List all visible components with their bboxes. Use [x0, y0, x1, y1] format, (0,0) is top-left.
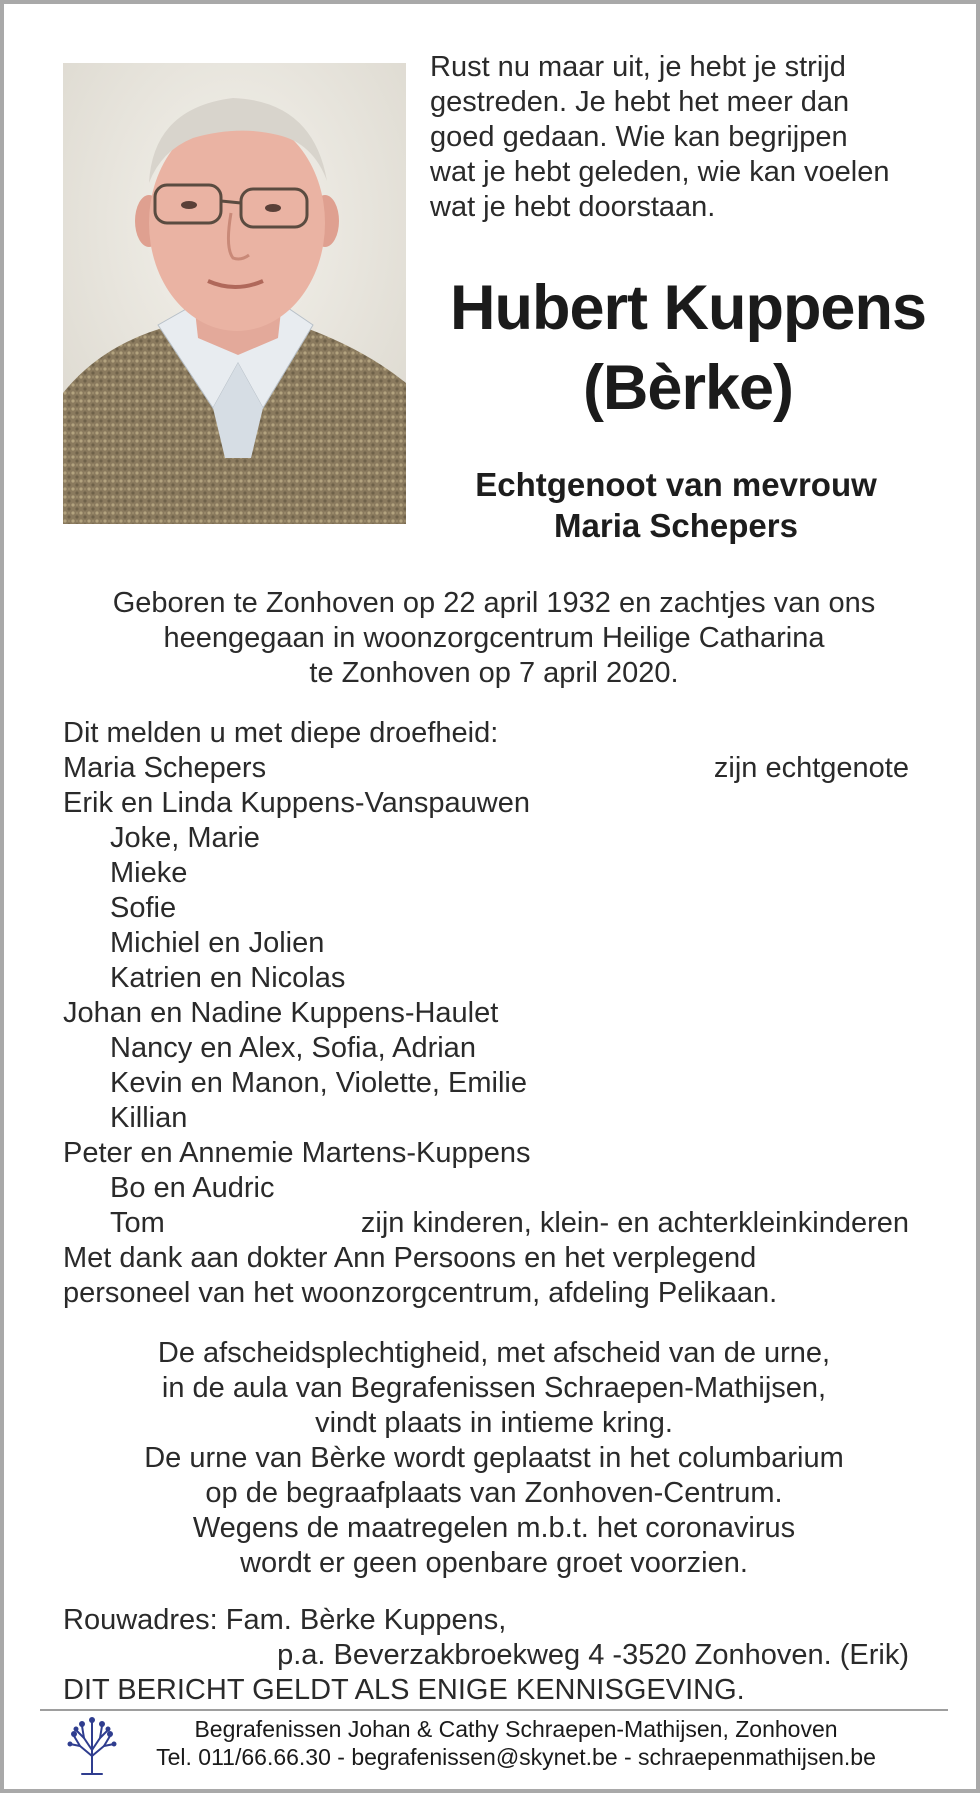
family-member: Peter en Annemie Martens-Kuppens — [63, 1137, 531, 1169]
deceased-name: Hubert Kuppens — [449, 273, 926, 343]
family-member: Bo en Audric — [110, 1172, 275, 1204]
family-member: Maria Schepers — [63, 752, 267, 784]
birth-death-line: Geboren te Zonhoven op 22 april 1932 en zachtjes van ons — [112, 587, 876, 619]
spouse-line: Echtgenoot van mevrouw — [475, 466, 877, 503]
announcement-intro: Dit melden u met diepe droefheid: — [63, 717, 499, 749]
ceremony-line: op de begraafplaats van Zonhoven-Centrum. — [205, 1477, 783, 1509]
family-member: Tom — [110, 1207, 165, 1239]
ceremony-line: De urne van Bèrke wordt geplaatst in het columbarium — [144, 1442, 844, 1474]
poem-line: Rust nu maar uit, je hebt je strijd — [430, 51, 846, 83]
birth-death-line: heengegaan in woonzorgcentrum Heilige Catharina — [163, 622, 825, 654]
family-member: Nancy en Alex, Sofia, Adrian — [110, 1032, 476, 1064]
mourning-address-line: p.a. Beverzakbroekweg 4 -3520 Zonhoven. (Erik) — [277, 1639, 909, 1671]
ceremony-line: in de aula van Begrafenissen Schraepen-Mathijsen, — [161, 1372, 827, 1404]
ceremony-line: Wegens de maatregelen m.b.t. het coronavirus — [192, 1512, 796, 1544]
family-member: Katrien en Nicolas — [110, 962, 346, 994]
poem-line: goed gedaan. Wie kan begrijpen — [430, 121, 848, 153]
funeral-home-name: Begrafenissen Johan & Cathy Schraepen-Mathijsen, Zonhoven — [194, 1716, 838, 1742]
ceremony-line: wordt er geen openbare groet voorzien. — [240, 1547, 748, 1579]
tree-icon — [64, 1716, 120, 1776]
portrait-photo — [63, 63, 406, 524]
family-member: Sofie — [110, 892, 177, 924]
family-member: Michiel en Jolien — [110, 927, 325, 959]
family-member: Joke, Marie — [110, 822, 260, 854]
family-member: Killian — [110, 1102, 188, 1134]
family-member: Erik en Linda Kuppens-Vanspauwen — [63, 787, 531, 819]
poem-line: wat je hebt doorstaan. — [430, 191, 716, 223]
footer-divider — [40, 1709, 948, 1711]
ceremony-line: vindt plaats in intieme kring. — [315, 1407, 673, 1439]
spouse-name: Maria Schepers — [554, 507, 798, 544]
ceremony-line: De afscheidsplechtigheid, met afscheid van de urne, — [157, 1337, 831, 1369]
deceased-nickname: (Bèrke) — [582, 353, 794, 423]
poem-line: gestreden. Je hebt het meer dan — [430, 86, 850, 118]
notice-statement: DIT BERICHT GELDT ALS ENIGE KENNISGEVING. — [63, 1674, 745, 1706]
family-member: Mieke — [110, 857, 188, 889]
birth-death-line: te Zonhoven op 7 april 2020. — [309, 657, 679, 689]
family-member: Johan en Nadine Kuppens-Haulet — [63, 997, 499, 1029]
family-role: zijn kinderen, klein- en achterkleinkinderen — [360, 1207, 909, 1239]
mourning-address: Rouwadres: Fam. Bèrke Kuppens, — [63, 1604, 507, 1636]
funeral-home-contact: Tel. 011/66.66.30 - begrafenissen@skynet.be - schraepenmathijsen.be — [156, 1744, 876, 1770]
thanks-line: Met dank aan dokter Ann Persoons en het verplegend — [63, 1242, 757, 1274]
family-member: Kevin en Manon, Violette, Emilie — [110, 1067, 527, 1099]
portrait-illustration — [63, 63, 406, 524]
thanks-line: personeel van het woonzorgcentrum, afdeling Pelikaan. — [63, 1277, 778, 1309]
family-role: zijn echtgenote — [713, 752, 909, 784]
poem-line: wat je hebt geleden, wie kan voelen — [430, 156, 890, 188]
